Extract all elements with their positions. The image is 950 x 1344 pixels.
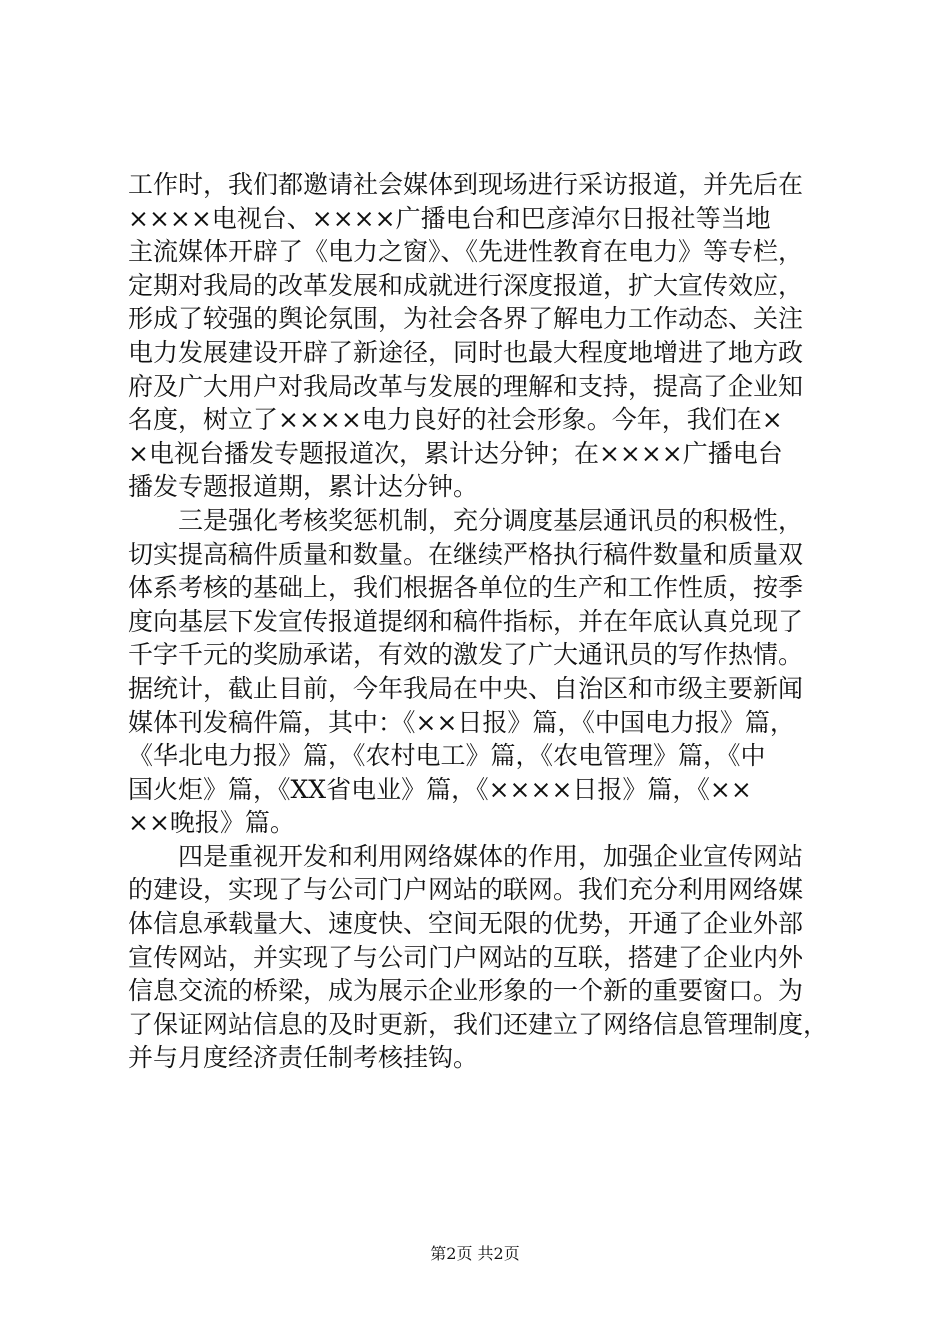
text-line: ×电视台播发专题报道次，累计达分钟；在××××广播电台 [128, 438, 783, 468]
text-line: 信息交流的桥梁，成为展示企业形象的一个新的重要窗口。为 [128, 976, 804, 1006]
text-line: 三是强化考核奖惩机制，充分调度基层通讯员的积极性， [128, 505, 804, 535]
text-line: 国火炬》篇，《XX省电业》篇，《××××日报》篇，《×× [128, 774, 752, 804]
text-line: 《华北电力报》篇，《农村电工》篇，《农电管理》篇，《中 [128, 741, 766, 771]
page-footer: 第2页 共2页 [430, 1244, 520, 1263]
text-line: 切实提高稿件质量和数量。在继续严格执行稿件数量和质量双 [128, 539, 804, 569]
text-line: 形成了较强的舆论氛围，为社会各界了解电力工作动态、关注 [128, 304, 804, 334]
text-line: 度向基层下发宣传报道提纲和稿件指标，并在年底认真兑现了 [128, 606, 804, 636]
text-line: 工作时，我们都邀请社会媒体到现场进行采访报道，并先后在 [128, 170, 804, 199]
text-line: 主流媒体开辟了《电力之窗》、《先进性教育在电力》等专栏， [128, 237, 804, 267]
text-line: 媒体刊发稿件篇，其中：《××日报》篇，《中国电力报》篇， [128, 707, 795, 737]
text-line: 定期对我局的改革发展和成就进行深度报道，扩大宣传效应， [128, 270, 804, 300]
text-line: 了保证网站信息的及时更新，我们还建立了网络信息管理制度， [128, 1009, 829, 1039]
text-line: 并与月度经济责任制考核挂钩。 [128, 1043, 479, 1073]
text-line: 体信息承载量大、速度快、空间无限的优势，开通了企业外部 [128, 909, 804, 939]
text-line: 宣传网站，并实现了与公司门户网站的互联，搭建了企业内外 [128, 942, 804, 972]
text-line: 府及广大用户对我局改革与发展的理解和支持，提高了企业知 [128, 371, 804, 401]
text-line: ××××电视台、××××广播电台和巴彦淖尔日报社等当地 [128, 203, 771, 233]
text-line: 的建设，实现了与公司门户网站的联网。我们充分利用网络媒 [128, 875, 804, 905]
text-line: 四是重视开发和利用网络媒体的作用，加强企业宣传网站 [128, 841, 804, 871]
text-line: 千字千元的奖励承诺，有效的激发了广大通讯员的写作热情。 [128, 640, 804, 670]
text-line: 名度，树立了××××电力良好的社会形象。今年，我们在× [128, 405, 783, 435]
text-line: 体系考核的基础上，我们根据各单位的生产和工作性质，按季 [128, 573, 804, 603]
body-text [128, 168, 848, 1075]
text-line: 电力发展建设开辟了新途径，同时也最大程度地增进了地方政 [128, 337, 804, 367]
text-line: 播发专题报道期，累计达分钟。 [128, 472, 479, 502]
text-line: ××晚报》篇。 [128, 808, 295, 838]
text-line: 据统计，截止目前，今年我局在中央、自治区和市级主要新闻 [128, 673, 804, 703]
